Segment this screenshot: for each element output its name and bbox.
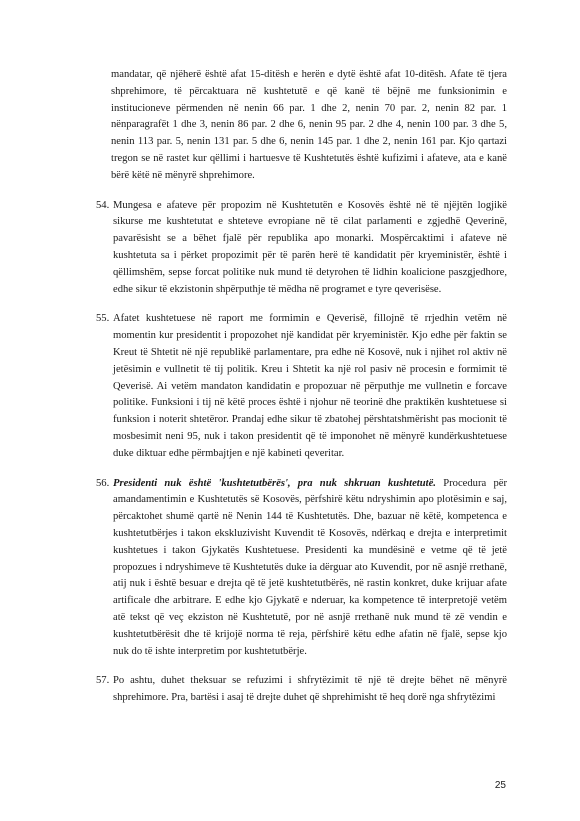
- paragraph-54: [96, 198, 507, 299]
- paragraph-body: Afatet kushtetuese në raport me formimin e Qeverisë, fillojnë të rrjedhin vetëm në momentin kur presidentit i propozohet një kandidat për kryeministër. Kjo edhe për faktin se Kreut të Shtetit në një republikë parlamentare, pra edhe në Kosovë, nuk i njihet rol aktiv në jetësimin e vullnetit të tij politik. Kreu i Shtetit ka një rol pasiv në procesin e formimit të Qeverisë. Ai vetëm mandaton kandidatin e propozuar në përputhje me vullnetin e forcave politike. Funksioni i tij në këtë proces është i njohur në teorinë dhe praktikën kushtetuese si funksion i noterit shtetëror. Prandaj edhe sikur të zbatohej përshtatshmërisht pas mocionit të mosbesimit neni 95, nuk i takon presidentit që të imponohet në mënyrë kundërkushtetuese duke diktuar edhe përmbajtjen e një kabineti qeveritar.: [113, 313, 507, 459]
- paragraph-lead: Presidenti nuk është 'kushtetutbërës', pra nuk shkruan kushtetutë.: [113, 477, 436, 489]
- paragraph-55: [96, 311, 507, 462]
- paragraph-body: Mungesa e afateve për propozim në Kushtetutën e Kosovës është në të njëjtën logjikë sikurse me kushtetutat e shteteve evropiane në të cilat parlamenti e zgjedhë Qeverinë, pavarësisht se a bëhet fjalë për republika apo monarki. Mospërcaktimi i afateve në kushtetuta sa i përket propozimit për të parën herë të kandidatit për kryeministër, është i qëllimshëm, sepse forcat politike nuk mund të detyrohen të lidhin koalicione paszgjedhore, edhe sikur të ekzistonin shpërputhje të mëdha në programet e tyre qeverisëse.: [113, 199, 507, 295]
- paragraph-body: Procedura për amandamentimin e Kushtetutës së Kosovës, përfshirë këtu ndryshimin apo plotësimin e saj, përcaktohet shumë qartë në Nenin 144 të Kushtetutës. Dhe, bazuar në këtë, kompetenca e kushtetutbërjes i takon ekskluzivisht Kuvendit të Kosovës, ndërkaq e drejta e interpretimit kushtetues i takon Gjykatës Kushtetuese. Presidenti ka mundësinë e vetme që të jetë propozues i ndryshimeve të Kushtetutës duke ia dërguar ato Kuvendit, por në asnjë rrethanë, atij nuk i është besuar e drejta që të jetë kushtetutbërës, në rastin konkret, duke krijuar afate artificale dhe arbitrare. E edhe kjo Gjykatë e nderuar, ka kompetence të interpretojë vetëm atë tekst që veç ekziston në Kushtetutë, por në asnjë rrethanë nuk mund të zë vendin e kushtetutbërësit dhe të krijojë norma të reja, përfshirë këtu edhe afatin në fjalë, sepse kjo nuk do të ishte interpretim por kushtetutbërje.: [113, 477, 507, 657]
- paragraph-number: 55.: [96, 313, 110, 325]
- paragraph-number: 54.: [96, 199, 110, 211]
- paragraph-number: 57.: [96, 675, 110, 687]
- paragraph-number: 56.: [96, 477, 110, 489]
- paragraph-text: [113, 673, 507, 707]
- paragraph-text: [113, 476, 507, 661]
- intro-paragraph: mandatar, që njëherë është afat 15-ditësh e herën e dytë është afat 10-ditësh. Afate të tjera shprehimore, të përcaktuara në kushtetutë e që kanë të bëjnë me funksionimin e institucioneve përmenden në nenin 66 par. 1 dhe 2, nenin 70 par. 2, nenin 82 par. 1 nënparagrafët 1 dhe 3, nenin 86 par. 2 dhe 6, nenin 95 par. 2 dhe 4, nenin 100 par. 3 dhe 5, nenin 113 par. 5, nenin 131 par. 5 dhe 6, nenin 145 par. 1 dhe 2, nenin 161 par. Kjo qartazi tregon se në rastet kur qëllimi i hartuesve të Kushtetutës është kufizimi i afateve, ata e kanë bërë këtë në mënyrë shprehimore.: [111, 69, 507, 181]
- page-number: 25: [494, 780, 506, 791]
- paragraph-56: [96, 476, 507, 661]
- paragraph-text: [113, 311, 507, 462]
- paragraph-body: Po ashtu, duhet theksuar se refuzimi i shfrytëzimit të një të drejte bëhet në mënyrë shprehimore. Pra, bartësi i asaj të drejte duhet që shprehimisht të heq dorë nga shfrytëzimi: [113, 675, 507, 704]
- paragraph-text: [113, 198, 507, 299]
- paragraph-57: [96, 673, 507, 707]
